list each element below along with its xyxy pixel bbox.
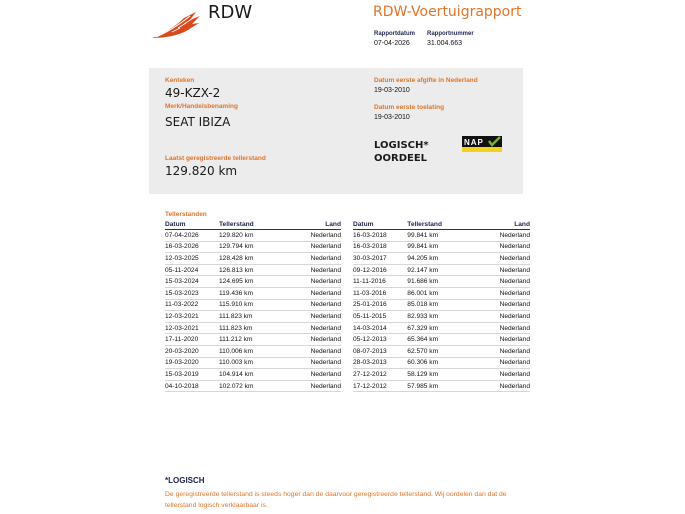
nap-text: NAP: [464, 138, 484, 147]
reading-date: 16-03-2018: [353, 230, 407, 242]
reading-date: 25-01-2016: [353, 299, 407, 311]
reading-date: 05-11-2015: [353, 311, 407, 323]
reading-country: Nederland: [286, 230, 341, 242]
reading-date: 09-12-2016: [353, 264, 407, 276]
table-row: [165, 230, 341, 242]
table-row: [353, 253, 530, 265]
report-title: RDW-Voertuigrapport: [373, 4, 522, 20]
reading-country: Nederland: [475, 380, 530, 392]
reading-odometer: 119.436 km: [219, 287, 286, 299]
table-row: [165, 264, 341, 276]
col-date-header: Datum: [165, 220, 219, 230]
odometer-label: Laatst geregistreerde tellerstand: [165, 155, 266, 162]
reading-country: Nederland: [475, 322, 530, 334]
reading-date: 07-04-2026: [165, 230, 219, 242]
reading-odometer: 124.695 km: [219, 276, 286, 288]
readings-header-row: [165, 220, 341, 230]
reading-date: 14-03-2014: [353, 322, 407, 334]
brand-name: RDW: [208, 2, 253, 23]
reading-odometer: 102.072 km: [219, 380, 286, 392]
nap-check-icon: [462, 136, 502, 152]
table-row: [165, 276, 341, 288]
reading-odometer: 99.841 km: [407, 230, 474, 242]
reading-date: 05-12-2013: [353, 334, 407, 346]
reading-country: Nederland: [475, 230, 530, 242]
reading-date: 12-03-2025: [165, 253, 219, 265]
table-row: [353, 299, 530, 311]
reading-date: 11-03-2016: [353, 287, 407, 299]
table-row: [165, 345, 341, 357]
table-row: [353, 311, 530, 323]
col-odometer-header: Tellerstand: [407, 220, 474, 230]
reading-odometer: 94.205 km: [407, 253, 474, 265]
reading-odometer: 57.985 km: [407, 380, 474, 392]
reading-odometer: 65.364 km: [407, 334, 474, 346]
reading-odometer: 111.212 km: [219, 334, 286, 346]
table-row: [165, 241, 341, 253]
table-row: [165, 357, 341, 369]
verdict-line1: LOGISCH*: [374, 140, 429, 151]
report-date-label: Rapportdatum: [374, 31, 415, 37]
reading-country: Nederland: [286, 276, 341, 288]
reading-country: Nederland: [475, 345, 530, 357]
table-row: [165, 380, 341, 392]
readings-table-left: [165, 220, 341, 392]
table-row: [353, 357, 530, 369]
reading-country: Nederland: [286, 322, 341, 334]
reading-date: 11-03-2022: [165, 299, 219, 311]
table-row: [353, 276, 530, 288]
first-nl-date: 19-03-2010: [374, 87, 410, 94]
reading-country: Nederland: [286, 264, 341, 276]
report-number-label: Rapportnummer: [427, 31, 474, 37]
reading-country: Nederland: [286, 311, 341, 323]
reading-odometer: 92.147 km: [407, 264, 474, 276]
reading-date: 15-03-2023: [165, 287, 219, 299]
reading-odometer: 126.813 km: [219, 264, 286, 276]
nap-logo: [462, 136, 502, 152]
reading-odometer: 99.841 km: [407, 241, 474, 253]
last-odometer: 129.820 km: [165, 164, 238, 178]
col-date-header: Datum: [353, 220, 407, 230]
table-row: [353, 322, 530, 334]
table-row: [165, 311, 341, 323]
table-row: [165, 253, 341, 265]
report-date: 07-04-2026: [374, 40, 410, 47]
reading-country: Nederland: [286, 345, 341, 357]
reading-date: 28-03-2013: [353, 357, 407, 369]
reading-date: 19-03-2020: [165, 357, 219, 369]
reading-odometer: 104.914 km: [219, 369, 286, 381]
col-odometer-header: Tellerstand: [219, 220, 286, 230]
reading-country: Nederland: [475, 276, 530, 288]
reading-date: 12-03-2021: [165, 322, 219, 334]
reading-country: Nederland: [286, 334, 341, 346]
table-row: [353, 345, 530, 357]
reading-country: Nederland: [475, 287, 530, 299]
reading-date: 16-03-2018: [353, 241, 407, 253]
report-number: 31.004.663: [427, 40, 463, 47]
make-label: Merk/Handelsbenaming: [165, 103, 238, 110]
reading-country: Nederland: [475, 253, 530, 265]
reading-date: 17-12-2012: [353, 380, 407, 392]
reading-country: Nederland: [475, 241, 530, 253]
table-row: [165, 287, 341, 299]
table-row: [353, 287, 530, 299]
reading-date: 05-11-2024: [165, 264, 219, 276]
reading-country: Nederland: [286, 287, 341, 299]
reading-country: Nederland: [286, 369, 341, 381]
reading-date: 11-11-2016: [353, 276, 407, 288]
vehicle-make: SEAT IBIZA: [165, 115, 231, 129]
reading-odometer: 85.018 km: [407, 299, 474, 311]
reading-date: 08-07-2013: [353, 345, 407, 357]
reading-odometer: 82.933 km: [407, 311, 474, 323]
reading-odometer: 67.329 km: [407, 322, 474, 334]
readings-title: Tellerstanden: [165, 211, 207, 218]
reading-country: Nederland: [475, 369, 530, 381]
table-row: [165, 369, 341, 381]
reading-date: 15-03-2024: [165, 276, 219, 288]
table-row: [353, 369, 530, 381]
reading-odometer: 60.306 km: [407, 357, 474, 369]
readings-header-row: [353, 220, 530, 230]
reading-date: 17-11-2020: [165, 334, 219, 346]
reading-country: Nederland: [286, 253, 341, 265]
reading-date: 04-10-2018: [165, 380, 219, 392]
table-row: [353, 241, 530, 253]
reading-date: 15-03-2019: [165, 369, 219, 381]
reading-odometer: 129.794 km: [219, 241, 286, 253]
rdw-logo-icon: [150, 10, 202, 40]
reading-date: 12-03-2021: [165, 311, 219, 323]
reading-odometer: 58.129 km: [407, 369, 474, 381]
reading-country: Nederland: [286, 241, 341, 253]
reading-date: 16-03-2026: [165, 241, 219, 253]
col-country-header: Land: [286, 220, 341, 230]
reading-date: 27-12-2012: [353, 369, 407, 381]
reading-country: Nederland: [475, 311, 530, 323]
footnote-text: De geregistreerde tellerstand is steeds hoger dan de daarvoor geregistreerde tellerstand. Wij oordelen dan dat de tellerstand logisch verklaarbaar is.: [165, 491, 507, 509]
table-row: [165, 299, 341, 311]
reading-odometer: 110.006 km: [219, 345, 286, 357]
reading-country: Nederland: [475, 299, 530, 311]
reading-country: Nederland: [475, 264, 530, 276]
reading-odometer: 115.910 km: [219, 299, 286, 311]
plate-label: Kenteken: [165, 77, 195, 84]
reading-odometer: 111.823 km: [219, 322, 286, 334]
reading-odometer: 129.820 km: [219, 230, 286, 242]
reading-odometer: 111.823 km: [219, 311, 286, 323]
verdict-line2: OORDEEL: [374, 153, 428, 164]
col-country-header: Land: [475, 220, 530, 230]
readings-table-right: [353, 220, 530, 392]
reading-date: 30-03-2017: [353, 253, 407, 265]
first-admission-label: Datum eerste toelating: [374, 104, 445, 111]
table-row: [165, 334, 341, 346]
reading-country: Nederland: [286, 299, 341, 311]
table-row: [353, 334, 530, 346]
reading-odometer: 128.428 km: [219, 253, 286, 265]
reading-country: Nederland: [475, 334, 530, 346]
first-nl-label: Datum eerste afgifte in Nederland: [374, 77, 478, 84]
reading-odometer: 62.570 km: [407, 345, 474, 357]
table-row: [353, 380, 530, 392]
table-row: [165, 322, 341, 334]
license-plate: 49-KZX-2: [165, 86, 221, 100]
reading-odometer: 86.001 km: [407, 287, 474, 299]
table-row: [353, 230, 530, 242]
reading-country: Nederland: [286, 357, 341, 369]
reading-country: Nederland: [286, 380, 341, 392]
reading-odometer: 91.686 km: [407, 276, 474, 288]
footnote-title: *LOGISCH: [165, 476, 205, 485]
first-admission-date: 19-03-2010: [374, 114, 410, 121]
table-row: [353, 264, 530, 276]
reading-odometer: 110.003 km: [219, 357, 286, 369]
reading-date: 20-03-2020: [165, 345, 219, 357]
reading-country: Nederland: [475, 357, 530, 369]
